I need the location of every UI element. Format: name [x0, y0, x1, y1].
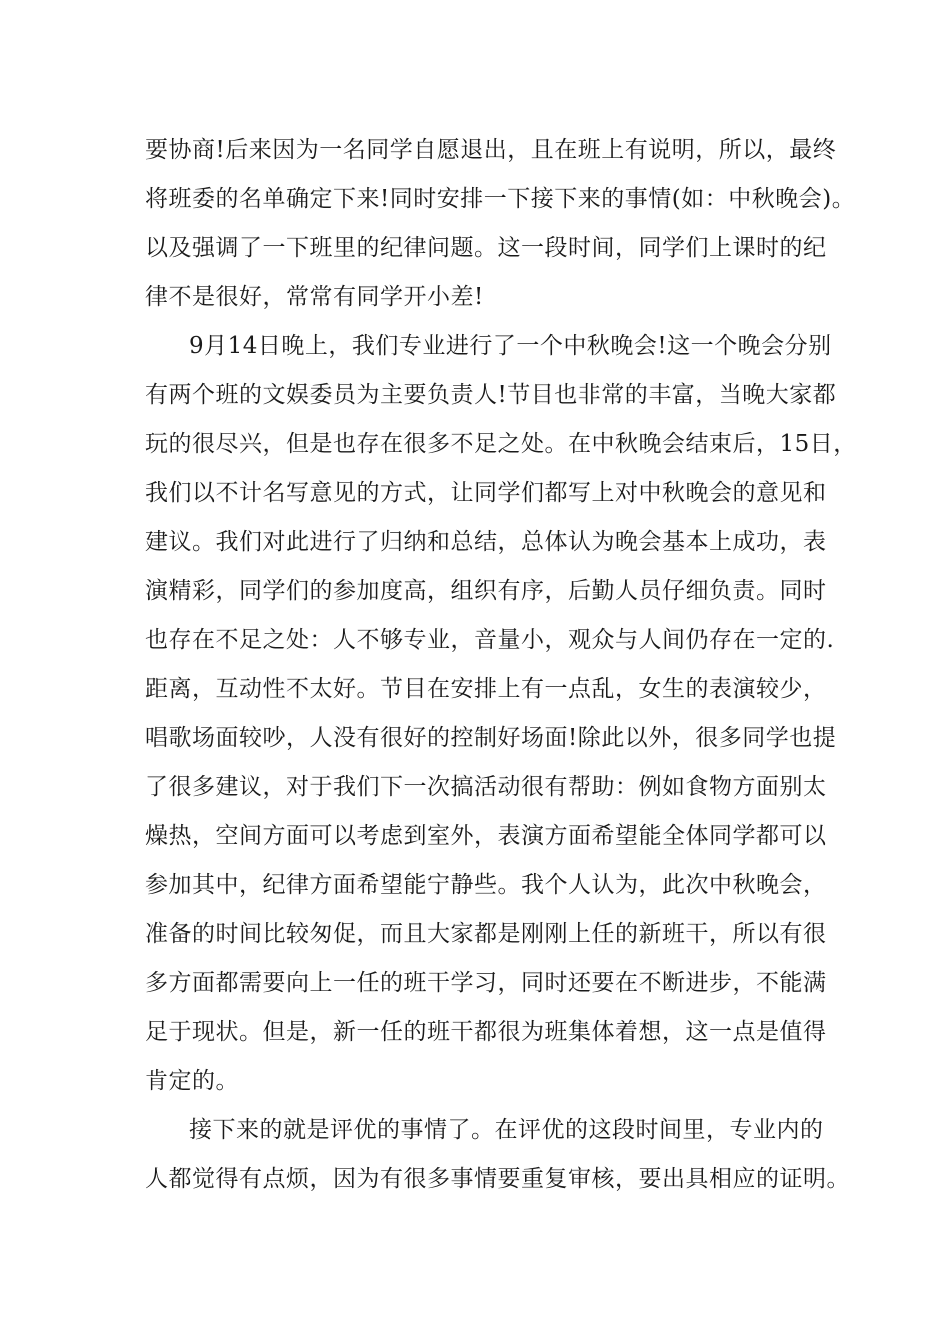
- text-line: 演精彩，同学们的参加度高，组织有序，后勤人员仔细负责。同时: [145, 578, 827, 604]
- text-line: 玩的很尽兴，但是也存在很多不足之处。在中秋晚会结束后，15日，: [145, 431, 857, 457]
- text-line: 多方面都需要向上一任的班干学习，同时还要在不断进步，不能满: [145, 970, 827, 996]
- text-line: 了很多建议，对于我们下一次搞活动很有帮助：例如食物方面别太: [145, 774, 827, 800]
- text-line: 肯定的。: [145, 1068, 239, 1094]
- text-line: 足于现状。但是，新一任的班干都很为班集体着想，这一点是值得: [145, 1019, 827, 1045]
- text-line: 燥热，空间方面可以考虑到室外，表演方面希望能全体同学都可以: [145, 823, 827, 849]
- document-body: [145, 126, 857, 1204]
- paragraph-start-line: 接下来的就是评优的事情了。在评优的这段时间里，专业内的: [189, 1117, 824, 1143]
- text-line: 参加其中，纪律方面希望能宁静些。我个人认为，此次中秋晚会，: [145, 872, 827, 898]
- text-line: 人都觉得有点烦，因为有很多事情要重复审核，要出具相应的证明。: [145, 1166, 850, 1192]
- text-line: 建议。我们对此进行了归纳和总结，总体认为晚会基本上成功，表: [145, 529, 827, 555]
- paragraph-start-line: 9月14日晚上，我们专业进行了一个中秋晚会!这一个晚会分别: [189, 333, 832, 359]
- text-line: 有两个班的文娱委员为主要负责人!节目也非常的丰富，当晚大家都: [145, 382, 837, 408]
- text-line: 也存在不足之处：人不够专业，音量小，观众与人间仍存在一定的.: [145, 627, 835, 653]
- text-line: 唱歌场面较吵，人没有很好的控制好场面!除此以外，很多同学也提: [145, 725, 837, 751]
- text-line: 律不是很好，常常有同学开小差!: [145, 284, 484, 310]
- text-line: 将班委的名单确定下来!同时安排一下接下来的事情(如：中秋晚会)。: [145, 186, 856, 212]
- text-line: 要协商!后来因为一名同学自愿退出，且在班上有说明，所以，最终: [145, 137, 837, 163]
- text-line: 距离，互动性不太好。节目在安排上有一点乱，女生的表演较少，: [145, 676, 827, 702]
- text-line: 我们以不计名写意见的方式，让同学们都写上对中秋晚会的意见和: [145, 480, 827, 506]
- text-line: 以及强调了一下班里的纪律问题。这一段时间，同学们上课时的纪: [145, 235, 827, 261]
- text-line: 准备的时间比较匆促，而且大家都是刚刚上任的新班干，所以有很: [145, 921, 827, 947]
